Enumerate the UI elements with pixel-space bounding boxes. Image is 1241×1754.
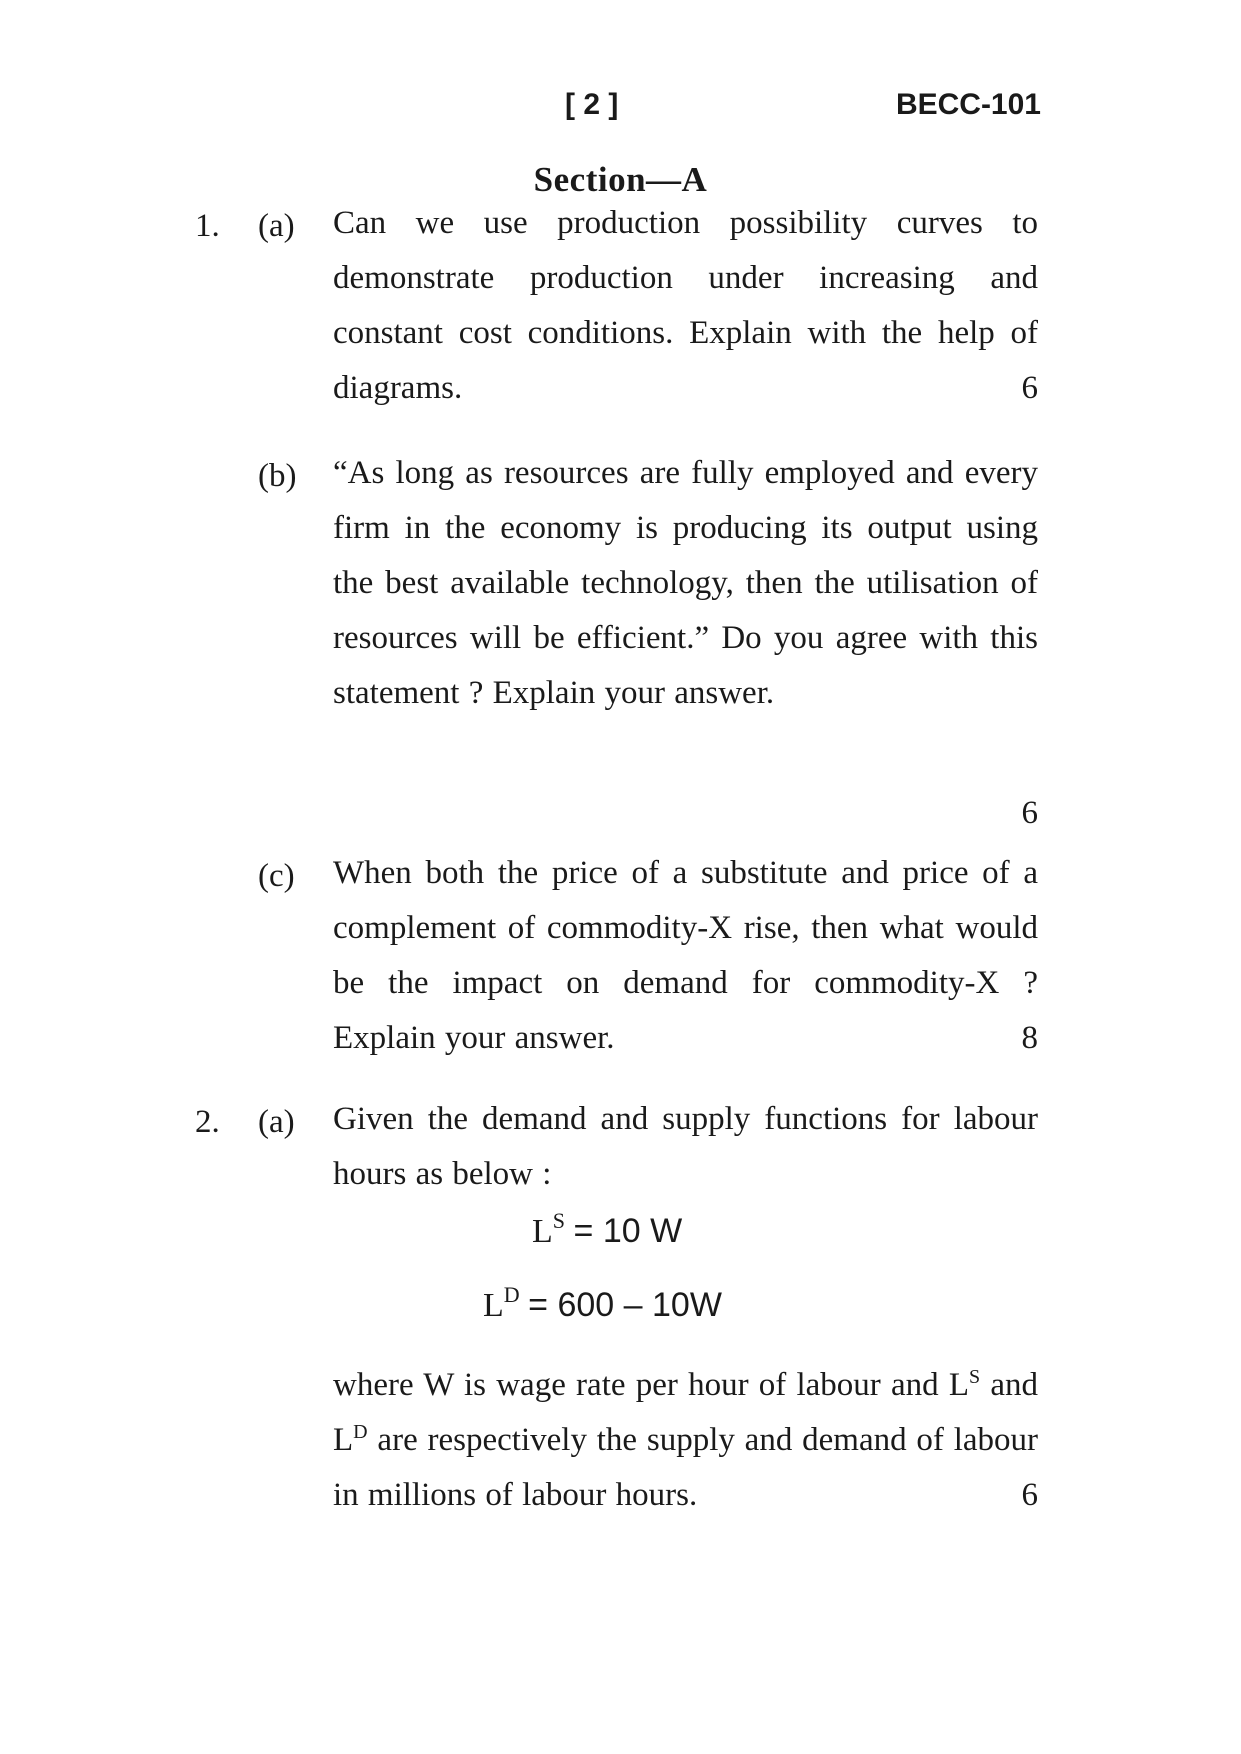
question-text: Given the demand and supply functions for labour hours as below :	[333, 1101, 1038, 1192]
equation-lhs: L	[532, 1213, 553, 1250]
explanation-after: are respectively the supply and demand of labour in millions of labour hours.	[333, 1422, 1038, 1513]
question-number: 2.	[195, 1104, 220, 1140]
equation-lhs: L	[483, 1287, 504, 1324]
question-text	[333, 846, 1038, 1066]
explanation-mid: and L	[333, 1367, 1038, 1458]
equation-superscript: S	[552, 1208, 566, 1233]
marks: 6	[1021, 1477, 1038, 1513]
question-text	[333, 196, 1038, 416]
marks: 8	[1021, 1020, 1038, 1056]
equation-superscript: D	[503, 1282, 520, 1307]
marks: 6	[1021, 370, 1038, 406]
marks: 6	[1021, 795, 1038, 831]
equation-rhs: = 600 – 10W	[528, 1286, 722, 1324]
page-number: [ 2 ]	[565, 88, 619, 121]
page-header	[0, 88, 1241, 128]
equation-rhs: = 10 W	[573, 1212, 683, 1250]
part-label: (a)	[258, 1104, 295, 1140]
question-text-body: When both the price of a substitute and price of a complement of commodity-X rise, then what would be the impact on demand for commodity-X ? Explain your answer.	[333, 855, 1038, 1056]
question-number: 1.	[195, 208, 220, 244]
part-label: (a)	[258, 208, 295, 244]
paper-code: BECC-101	[895, 88, 1041, 121]
explanation-before: where W is wage rate per hour of labour and L	[333, 1367, 969, 1403]
section-title: Section—A	[533, 160, 708, 199]
question-text-body: Can we use production possibility curves to demonstrate production under increasing and constant cost conditions. Explain with the help of diagrams.	[333, 205, 1038, 406]
part-label: (b)	[258, 458, 297, 494]
question-text: “As long as resources are fully employed and every firm in the economy is producing its output using the best available technology, then the utilisation of resources will be efficient.” Do you agree with this statement ? Explain your answer.	[333, 455, 1038, 711]
superscript-s: S	[969, 1366, 981, 1388]
superscript-d: D	[353, 1421, 368, 1443]
question-text	[333, 1358, 1038, 1523]
part-label: (c)	[258, 858, 295, 894]
